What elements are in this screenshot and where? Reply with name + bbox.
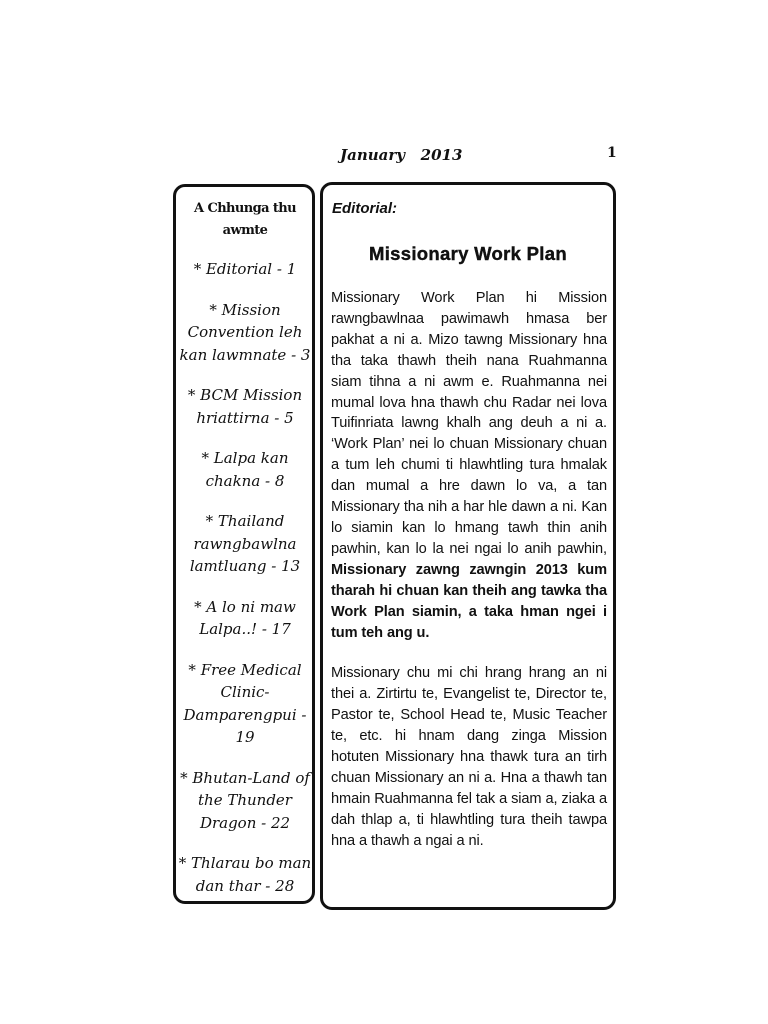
article-paragraph-1-text: Missionary Work Plan hi Mission rawngbawlnaa pawimawh hmasa ber pakhat a ni a. Mizo tawng Missionary hna tha taka thawh theih nana Ruahmanna siam tihna a ni awm e. Ruahmanna nei mumal lova hna thawh chu Radar nei lova Tuifinriata lawng khalh ang deuh a ni a. ‘Work Plan’ nei lo chuan Missionary chuan a tum leh chumi ti hlawhtling tura hmalak dan mumal a hre dawn lo va, a tan Missionary tha nih a har hle dawn a ni. Kan lo siamin kan lo hmang tawh thin anih pawhin, kan lo la nei ngai lo anih pawhin, xyxy=(331,290,607,557)
toc-item-free-medical-clinic: * Free Medical Clinic-Damparengpui - 19 xyxy=(183,660,307,746)
article-title: Missionary Work Plan xyxy=(369,243,567,264)
toc-heading-line1: A Chhunga thu xyxy=(194,201,296,216)
toc-item-lalpa-kan-chakna: * Lalpa kan chakna - 8 xyxy=(201,449,289,490)
toc-list xyxy=(176,258,314,915)
article-paragraph-1-bold: Missionary zawng zawngin 2013 kum tharah hi chuan kan theih ang tawka tha Work Plan siamin, a taka hman ngei i tum teh ang u. xyxy=(331,561,607,641)
toc-heading-line2: awmte xyxy=(222,223,268,238)
toc-item-mission-convention: * Mission Convention leh kan lawmnate - 3 xyxy=(179,300,311,364)
toc-item-thlarau-bo: * Thlarau bo man dan thar - 28 xyxy=(178,854,312,895)
toc-item-editorial: * Editorial - 1 xyxy=(193,260,297,278)
article-paragraph-1 xyxy=(331,288,607,643)
toc-item-bhutan: * Bhutan-Land of the Thunder Dragon - 22 xyxy=(180,768,310,832)
toc-heading xyxy=(176,198,314,242)
toc-item-a-lo-ni-maw: * A lo ni maw Lalpa..! - 17 xyxy=(194,597,296,638)
issue-date: January 2013 xyxy=(340,146,463,164)
toc-item-bcm-mission: * BCM Mission hriattirna - 5 xyxy=(187,386,303,427)
editorial-label: Editorial: xyxy=(332,200,398,217)
article-paragraph-2: Missionary chu mi chi hrang hrang an ni thei a. Zirtirtu te, Evangelist te, Director te, Pastor te, School Head te, Music Teacher te, etc. hi hnam dang zinga Mission hotuten Missionary hna thawk tura an tirh chuan Missionary an ni a. Hna a thawh tan hmain Ruahmanna fel tak a siam a, ziaka a dah thlap a, ti hlawhtling tura theih tawpa hna a thawh a ngai a ni. xyxy=(331,665,607,849)
page-number: 1 xyxy=(607,145,617,161)
toc-item-thailand: * Thailand rawngbawlna lamtluang - 13 xyxy=(189,512,301,575)
article-body xyxy=(331,288,607,872)
